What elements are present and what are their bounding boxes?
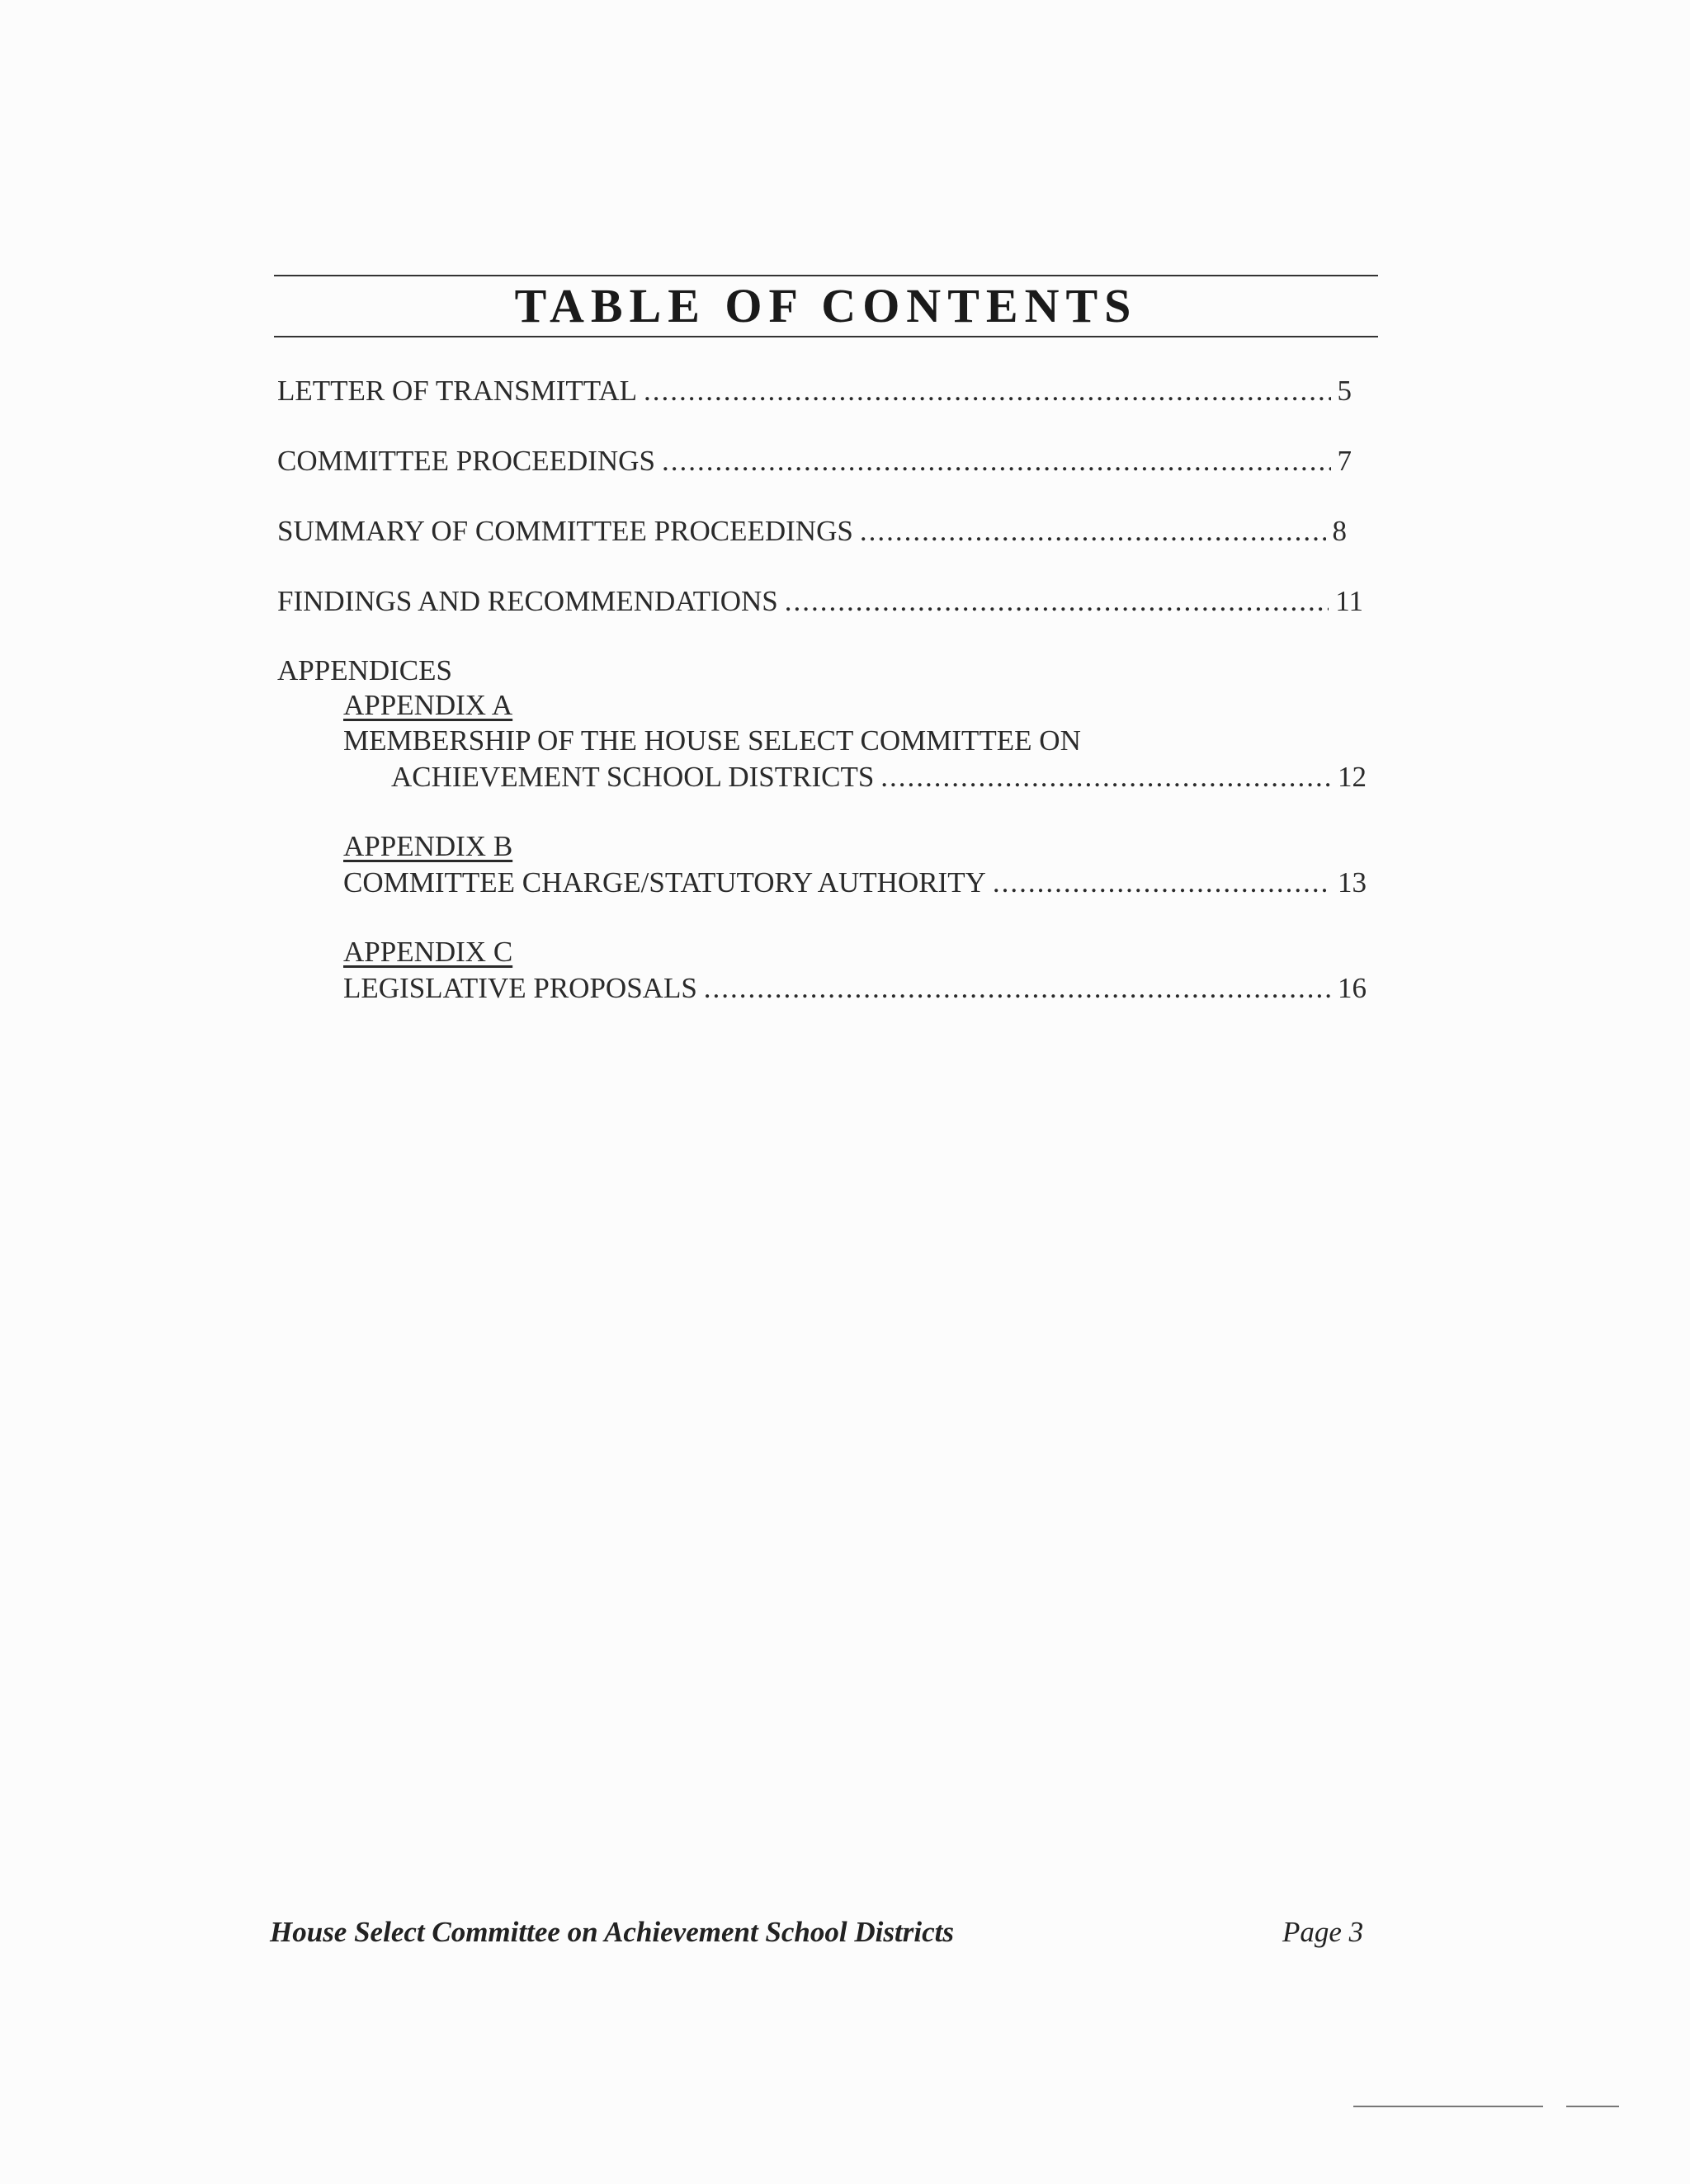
toc-entry-label: LEGISLATIVE PROPOSALS — [343, 972, 697, 1004]
toc-entry-label: ACHIEVEMENT SCHOOL DISTRICTS — [391, 761, 875, 793]
appendix-a-line1: MEMBERSHIP OF THE HOUSE SELECT COMMITTEE ON — [343, 724, 1081, 757]
scan-edge-line — [1566, 2106, 1619, 2107]
toc-entry-summary-of-committee-proceedings — [277, 513, 1347, 550]
appendix-b-title: APPENDIX B — [343, 830, 513, 862]
dot-leader — [785, 583, 1329, 620]
toc-entry-committee-proceedings — [277, 443, 1352, 479]
appendix-c-title: APPENDIX C — [343, 936, 513, 968]
toc-entry-page: 7 — [1337, 445, 1352, 477]
dot-leader — [993, 865, 1331, 901]
toc-entry-page: 8 — [1332, 515, 1347, 547]
toc-entry-page: 12 — [1338, 761, 1367, 793]
toc-entry-page: 5 — [1337, 375, 1352, 407]
footer-page-number: Page 3 — [1282, 1916, 1364, 1948]
toc-entry-label: COMMITTEE PROCEEDINGS — [277, 445, 655, 477]
toc-entry-appendix-c — [343, 970, 1367, 1007]
toc-entry-label: SUMMARY OF COMMITTEE PROCEEDINGS — [277, 515, 853, 547]
page-title: TABLE OF CONTENTS — [514, 279, 1138, 333]
scan-edge-line — [1353, 2106, 1543, 2107]
dot-leader — [704, 970, 1331, 1007]
toc-entry-page: 13 — [1338, 866, 1367, 899]
appendix-a-title: APPENDIX A — [343, 689, 513, 721]
dot-leader — [860, 513, 1326, 550]
toc-entry-page: 16 — [1338, 972, 1367, 1004]
toc-entry-label: COMMITTEE CHARGE/STATUTORY AUTHORITY — [343, 866, 986, 899]
toc-entry-letter-of-transmittal — [277, 373, 1352, 409]
toc-entry-label: FINDINGS AND RECOMMENDATIONS — [277, 585, 778, 617]
dot-leader — [880, 759, 1331, 795]
appendices-heading: APPENDICES — [277, 654, 452, 686]
footer-committee-name: House Select Committee on Achievement School Districts — [270, 1916, 954, 1948]
dot-leader — [644, 373, 1331, 409]
title-bottom-rule — [274, 336, 1378, 337]
toc-entry-appendix-a — [391, 759, 1367, 795]
toc-entry-page: 11 — [1335, 585, 1363, 617]
dot-leader — [662, 443, 1331, 479]
toc-entry-findings-and-recommendations — [277, 583, 1363, 620]
toc-entry-appendix-b — [343, 865, 1367, 901]
toc-entry-label: LETTER OF TRANSMITTAL — [277, 375, 637, 407]
